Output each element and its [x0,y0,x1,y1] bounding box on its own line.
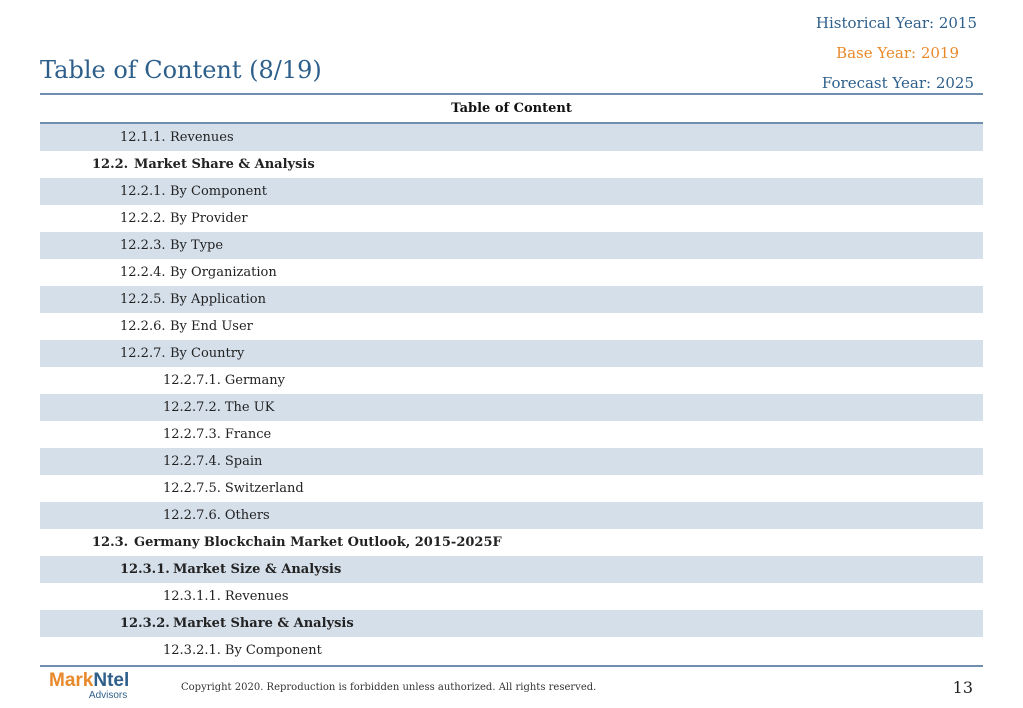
toc-row [40,340,983,367]
table-bottom-rule [40,665,983,667]
toc-row [40,178,983,205]
year-info [816,8,977,98]
logo-subtitle: Advisors [88,690,128,701]
toc-row [40,475,983,502]
toc-row [40,421,983,448]
toc-row [40,610,983,637]
logo-ntel-text: Ntel [93,670,130,691]
toc-row-number: 12.2.7.5. [163,481,221,496]
toc-row-number: 12.2.7.6. [163,508,221,523]
toc-header: Table of Content [40,93,983,124]
copyright-notice: Copyright 2020. Reproduction is forbidden unless authorized. All rights reserved. [181,682,597,693]
toc-row-text: Switzerland [224,481,304,496]
toc-row-number: 12.2.4. [120,265,166,280]
toc-row-number: 12.2.3. [120,238,166,253]
toc-row [40,556,983,583]
toc-row-number: 12.2.7.1. [163,373,221,388]
toc-row-text: By Provider [170,211,248,226]
toc-row [40,151,983,178]
toc-row [40,313,983,340]
toc-row-text: Germany Blockchain Market Outlook, 2015-2025F [134,535,502,550]
toc-row [40,286,983,313]
toc-row [40,502,983,529]
toc-row-text: Market Size & Analysis [173,562,342,577]
toc-row [40,448,983,475]
page-number: 13 [952,678,973,697]
toc-row-number: 12.2.5. [120,292,166,307]
toc-row-text: Revenues [170,130,234,145]
toc-row-number: 12.3.2. [120,616,170,631]
page-title: Table of Content (8/19) [40,56,322,84]
toc-row-text: Market Share & Analysis [134,157,315,172]
toc-row [40,259,983,286]
toc-row-number: 12.1.1. [120,130,166,145]
toc-row-number: 12.3. [92,535,129,550]
toc-row-number: 12.2.2. [120,211,166,226]
toc-row [40,637,983,664]
forecast-year: Forecast Year: 2025 [821,74,974,92]
toc-row-text: The UK [224,400,275,415]
toc-row-text: By Organization [170,265,277,280]
logo-mark-text: Mark [49,670,94,691]
toc-row-text: By Type [170,238,224,253]
toc-row-text: By Country [170,346,245,361]
base-year: Base Year: 2019 [836,44,959,62]
toc-row-text: Revenues [224,589,289,604]
toc-row-text: By Component [170,184,267,199]
toc-row [40,367,983,394]
toc-row [40,583,983,610]
toc-row-number: 12.3.1.1. [163,589,221,604]
toc-table [40,93,983,667]
toc-row-number: 12.3.2.1. [163,643,221,658]
toc-row-number: 12.2.7. [120,346,166,361]
toc-row-number: 12.2.6. [120,319,166,334]
toc-row-number: 12.2.7.4. [163,454,221,469]
toc-row [40,394,983,421]
toc-row-text: Others [224,508,270,523]
toc-row-text: Market Share & Analysis [173,616,354,631]
toc-row-text: France [224,427,272,442]
toc-row-text: Spain [224,454,263,469]
toc-row-text: By End User [170,319,253,334]
toc-row-number: 12.3.1. [120,562,170,577]
company-logo [49,672,129,702]
toc-row [40,124,983,151]
toc-row-number: 12.2.7.2. [163,400,221,415]
toc-row-number: 12.2.7.3. [163,427,221,442]
historical-year: Historical Year: 2015 [815,14,977,32]
toc-row-text: Germany [224,373,285,388]
toc-row-number: 12.2.1. [120,184,166,199]
toc-row-number: 12.2. [92,157,129,172]
toc-row-text: By Component [224,643,322,658]
toc-row [40,232,983,259]
toc-row-text: By Application [170,292,266,307]
toc-row [40,529,983,556]
toc-row [40,205,983,232]
